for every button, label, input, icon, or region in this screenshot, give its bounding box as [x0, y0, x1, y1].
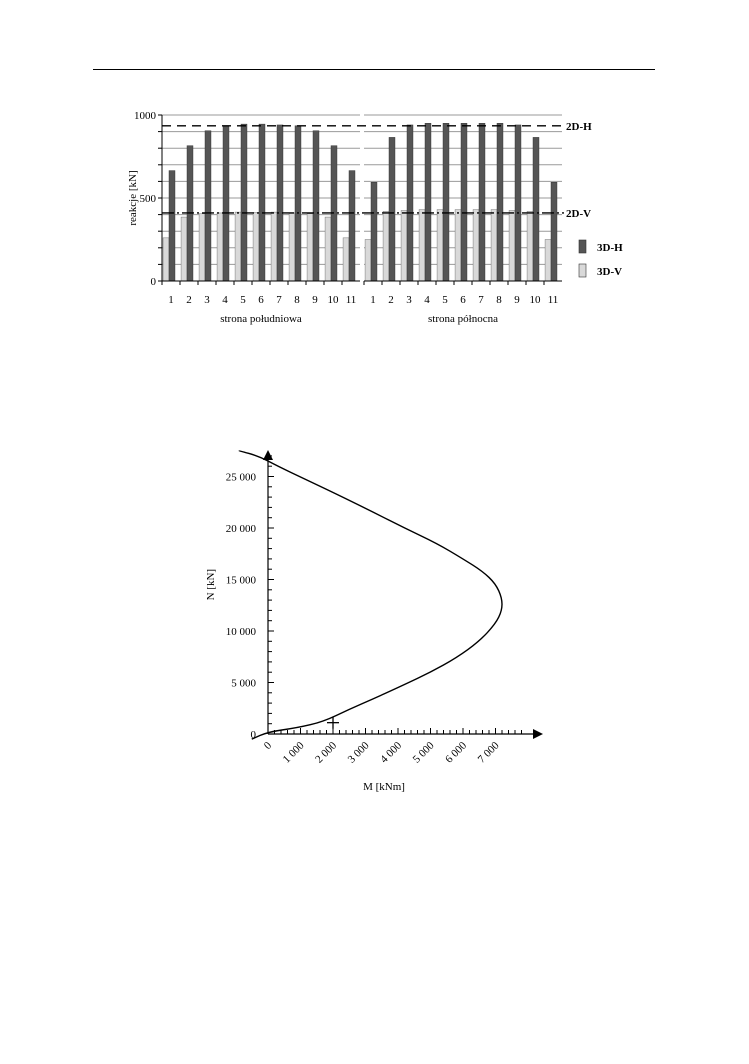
bar-3d-h: [349, 171, 355, 281]
bar-3d-h: [371, 182, 377, 281]
x-tick-label: 4: [222, 294, 228, 306]
bar-3d-v: [419, 210, 425, 281]
y-tick-label: 25 000: [225, 471, 256, 484]
x-tick-label: 8: [496, 294, 502, 306]
bar-3d-h: [443, 123, 449, 281]
line-chart-labels: [205, 472, 502, 794]
x-tick-label: 7: [478, 294, 484, 306]
bar-3d-v: [181, 217, 187, 281]
legend-swatch: [579, 264, 586, 277]
x-tick-label: 6 000: [443, 739, 470, 766]
bar-3d-h: [515, 125, 521, 281]
bar-3d-h: [389, 137, 395, 281]
x-tick-label: 9: [312, 294, 318, 306]
x-tick-label: 9: [514, 294, 520, 306]
legend-swatch: [579, 240, 586, 253]
x-tick-label: 0: [261, 739, 275, 753]
bar-chart-legend: [579, 240, 623, 278]
bar-3d-v: [383, 211, 389, 281]
legend-label: 3D-V: [597, 266, 623, 278]
bar-3d-h: [313, 131, 319, 281]
bar-3d-v: [509, 210, 515, 281]
y-tick-label: 0: [250, 729, 256, 741]
bar-3d-v: [217, 213, 223, 281]
bar-3d-v: [455, 210, 461, 281]
bar-3d-v: [253, 213, 259, 281]
bar-3d-h: [533, 137, 539, 281]
x-tick-label: 2: [186, 294, 192, 306]
reference-line-label: 2D-V: [566, 207, 592, 220]
bar-3d-v: [271, 212, 277, 281]
bar-3d-h: [259, 124, 265, 281]
bar-3d-v: [235, 212, 241, 281]
bar-3d-h: [205, 131, 211, 281]
x-tick-label: 1 000: [280, 739, 307, 766]
bar-3d-v: [437, 210, 443, 281]
y-tick-label: 20 000: [225, 523, 256, 535]
x-tick-label: 4 000: [378, 739, 405, 766]
bar-3d-v: [307, 214, 313, 281]
bar-chart-labels: [127, 110, 592, 325]
x-tick-label: 3 000: [345, 739, 372, 766]
interaction-curve-chart: [0, 380, 749, 820]
x-tick-label: 10: [327, 294, 339, 306]
y-tick-label: 1000: [134, 110, 156, 122]
y-tick-label: 500: [139, 193, 156, 205]
bar-3d-h: [295, 126, 301, 281]
reactions-bar-chart: [0, 0, 749, 360]
reference-line-label: 2D-H: [566, 120, 592, 133]
bar-3d-v: [343, 238, 349, 281]
bar-3d-v: [491, 210, 497, 281]
bar-3d-v: [199, 214, 205, 281]
x-tick-label: 3: [204, 294, 210, 306]
bar-3d-v: [365, 240, 371, 282]
bar-3d-v: [163, 238, 169, 281]
bar-3d-v: [473, 210, 479, 281]
bar-3d-v: [325, 217, 331, 281]
x-tick-label: 5: [240, 294, 246, 306]
bar-3d-h: [241, 124, 247, 281]
x-tick-label: 3: [406, 294, 412, 306]
x-tick-label: 6: [460, 294, 466, 306]
bar-3d-v: [527, 211, 533, 281]
x-tick-label: 6: [258, 294, 264, 306]
y-tick-label: 0: [150, 276, 156, 288]
x-axis-label: strona południowa: [220, 313, 302, 325]
interaction-curve: [239, 451, 502, 739]
x-tick-label: 2 000: [313, 739, 340, 766]
y-tick-label: 15 000: [225, 574, 256, 587]
x-tick-label: 5 000: [410, 739, 437, 766]
y-tick-label: 5 000: [231, 677, 256, 690]
x-tick-label: 7: [276, 294, 282, 306]
bar-3d-v: [289, 213, 295, 281]
line-chart-curve: [239, 451, 502, 739]
bar-3d-h: [497, 123, 503, 281]
bar-3d-h: [461, 123, 467, 281]
x-tick-label: 4: [424, 294, 430, 306]
x-tick-label: 7 000: [475, 739, 502, 766]
bar-3d-h: [479, 123, 485, 281]
bar-3d-h: [407, 125, 413, 281]
x-tick-label: 11: [345, 294, 357, 306]
panel-separator: [360, 107, 364, 281]
x-tick-label: 11: [547, 294, 559, 306]
x-tick-label: 2: [388, 294, 394, 306]
bar-3d-h: [223, 126, 229, 281]
y-axis-label: N [kN]: [205, 568, 217, 601]
x-tick-label: 10: [529, 294, 541, 306]
x-tick-label: 5: [442, 294, 448, 306]
bar-3d-v: [545, 240, 551, 282]
x-axis-label: strona północna: [428, 313, 498, 325]
bar-3d-h: [425, 123, 431, 281]
bar-3d-h: [551, 182, 557, 281]
x-tick-label: 8: [294, 294, 300, 306]
y-tick-label: 10 000: [225, 626, 256, 638]
bar-3d-v: [401, 210, 407, 281]
legend-label: 3D-H: [597, 242, 623, 254]
x-tick-label: 1: [168, 294, 174, 306]
y-axis-label: reakcje [kN]: [127, 170, 139, 226]
x-tick-label: 1: [370, 294, 376, 306]
bar-3d-h: [169, 171, 175, 281]
bar-3d-h: [277, 125, 283, 281]
x-axis-label: M [kNm]: [363, 781, 405, 793]
